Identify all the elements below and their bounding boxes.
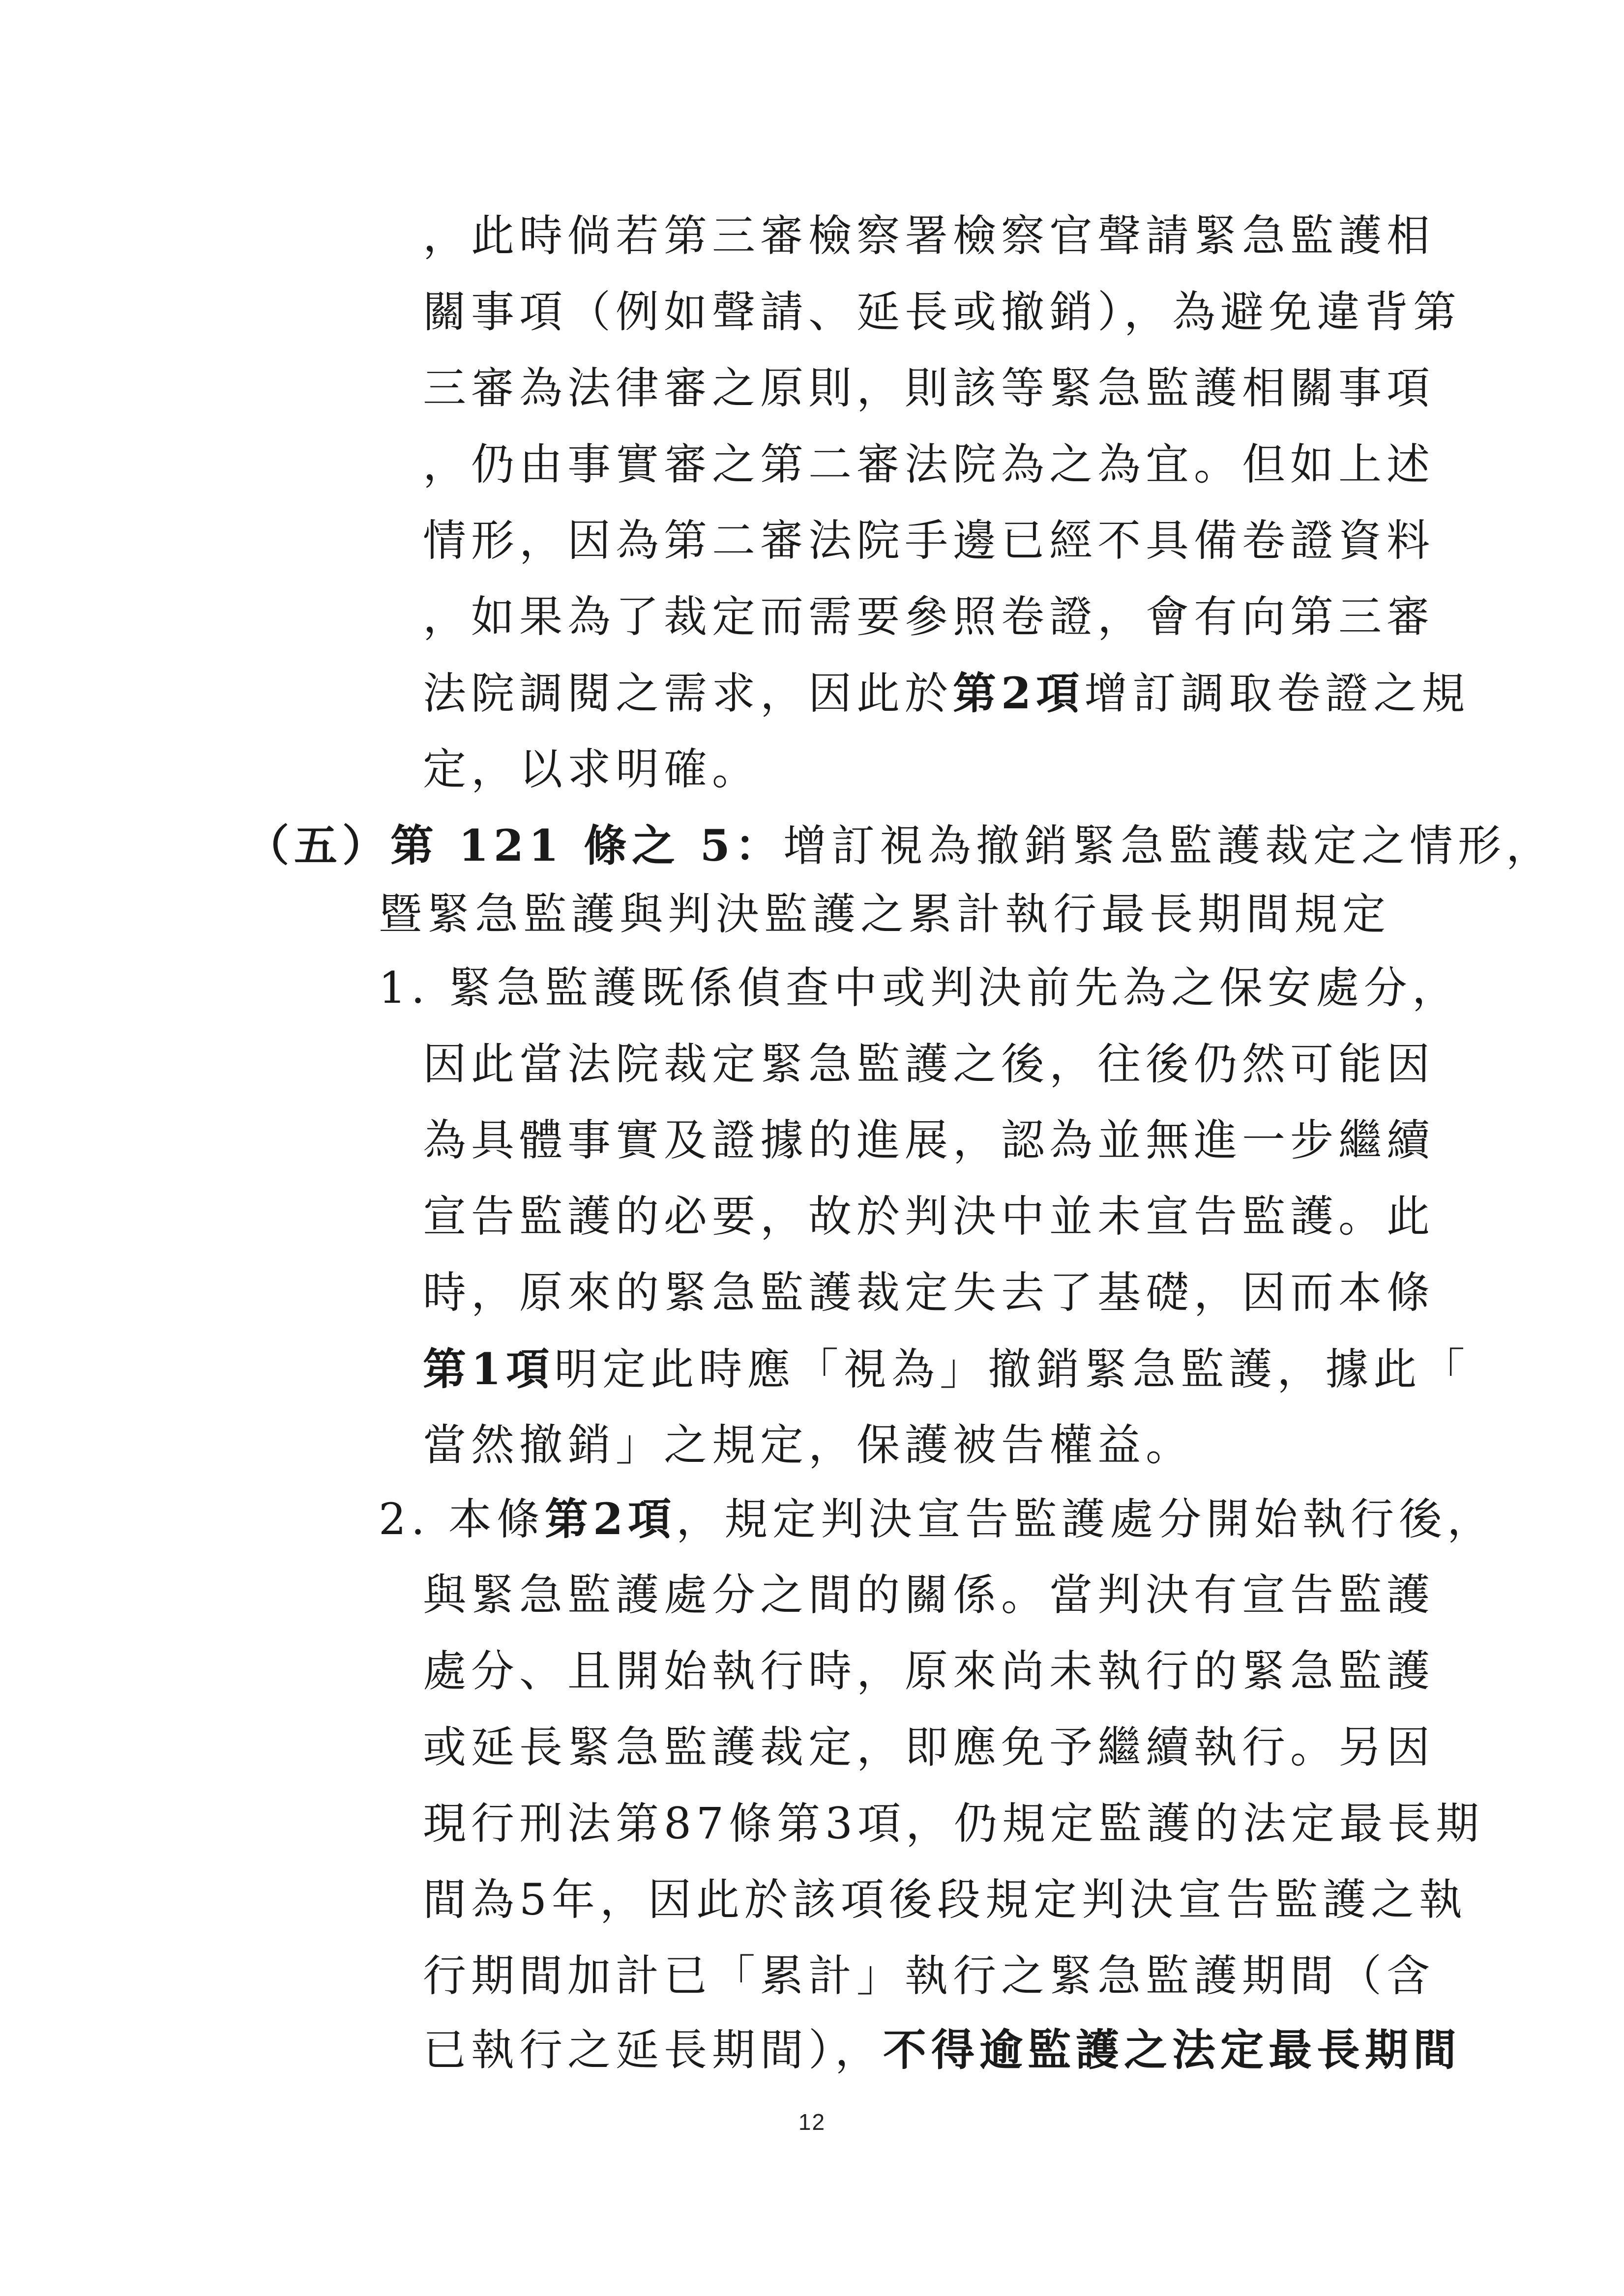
list-item-2-line: [423, 2025, 1461, 2075]
heading-text: 增訂視為撤銷緊急監護裁定之情形，: [783, 820, 1554, 871]
paragraph-line: ，仍由事實審之第二審法院為之為宜。但如上述: [423, 439, 1435, 490]
list-item-2-line: 處分、且開始執行時，原來尚未執行的緊急監護: [423, 1646, 1435, 1696]
section-heading-line: 暨緊急監護與判決監護之累計執行最長期間規定: [379, 889, 1391, 939]
list-item-2-line: 或延長緊急監護裁定，即應免予繼續執行。另因: [423, 1722, 1435, 1773]
list-item-1-line: 因此當法院裁定緊急監護之後，往後仍然可能因: [423, 1039, 1435, 1089]
text-run: ，規定判決宣告監護處分開始執行後，: [676, 1494, 1496, 1544]
list-item-1-line: [423, 1344, 1470, 1394]
paragraph-line: ，此時倘若第三審檢察署檢察官聲請緊急監護相: [423, 210, 1435, 261]
paragraph-line: [423, 668, 1470, 718]
paragraph-line: 三審為法律審之原則，則該等緊急監護相關事項: [423, 363, 1435, 413]
page-number: 12: [798, 2109, 826, 2135]
list-item-2-line: [379, 1494, 1495, 1544]
list-item-2-line: 現行刑法第87條第3項，仍規定監護的法定最長期: [423, 1798, 1484, 1849]
list-item-1-line: 宣告監護的必要，故於判決中並未宣告監護。此: [423, 1191, 1435, 1242]
text-run: 明定此時應「視為」撤銷緊急監護，據此「: [554, 1344, 1470, 1395]
list-item-1-line: 當然撤銷」之規定，保護被告權益。: [423, 1420, 1194, 1470]
heading-article: 第 121 條之 5：: [390, 820, 783, 871]
bold-reference: 第2項: [544, 1493, 677, 1544]
text-run: 法院調閱之需求，因此於: [423, 668, 953, 719]
list-item-2-line: 與緊急監護處分之間的關係。當判決有宣告監護: [423, 1569, 1435, 1620]
paragraph-line: 定，以求明確。: [423, 744, 761, 794]
bold-reference: 第1項: [423, 1343, 555, 1395]
list-item-1-line: 1. 緊急監護既係偵查中或判決前先為之保安處分，: [379, 962, 1460, 1013]
paragraph-line: 關事項（例如聲請、延長或撤銷），為避免違背第: [423, 287, 1462, 337]
section-heading: [246, 821, 1554, 871]
list-item-2-line: 行期間加計已「累計」執行之緊急監護期間（含: [423, 1950, 1435, 2001]
list-item-1-line: 時，原來的緊急監護裁定失去了基礎，因而本條: [423, 1267, 1435, 1318]
list-item-1-line: 為具體事實及證據的進展，認為並無進一步繼續: [423, 1115, 1435, 1165]
paragraph-line: 情形，因為第二審法院手邊已經不具備卷證資料: [423, 515, 1435, 566]
list-item-2-line: 間為5年，因此於該項後段規定判決宣告監護之執: [423, 1874, 1467, 1925]
text-run: 已執行之延長期間），: [423, 2025, 884, 2075]
bold-emphasis: 不得逾監護之法定最長期間: [883, 2024, 1462, 2075]
text-run: 增訂調取卷證之規: [1084, 668, 1470, 719]
bold-reference: 第2項: [953, 668, 1085, 719]
paragraph-line: ，如果為了裁定而需要參照卷證，會有向第三審: [423, 591, 1435, 642]
heading-label: （五）: [246, 820, 391, 871]
text-run: 2. 本條: [379, 1494, 545, 1544]
